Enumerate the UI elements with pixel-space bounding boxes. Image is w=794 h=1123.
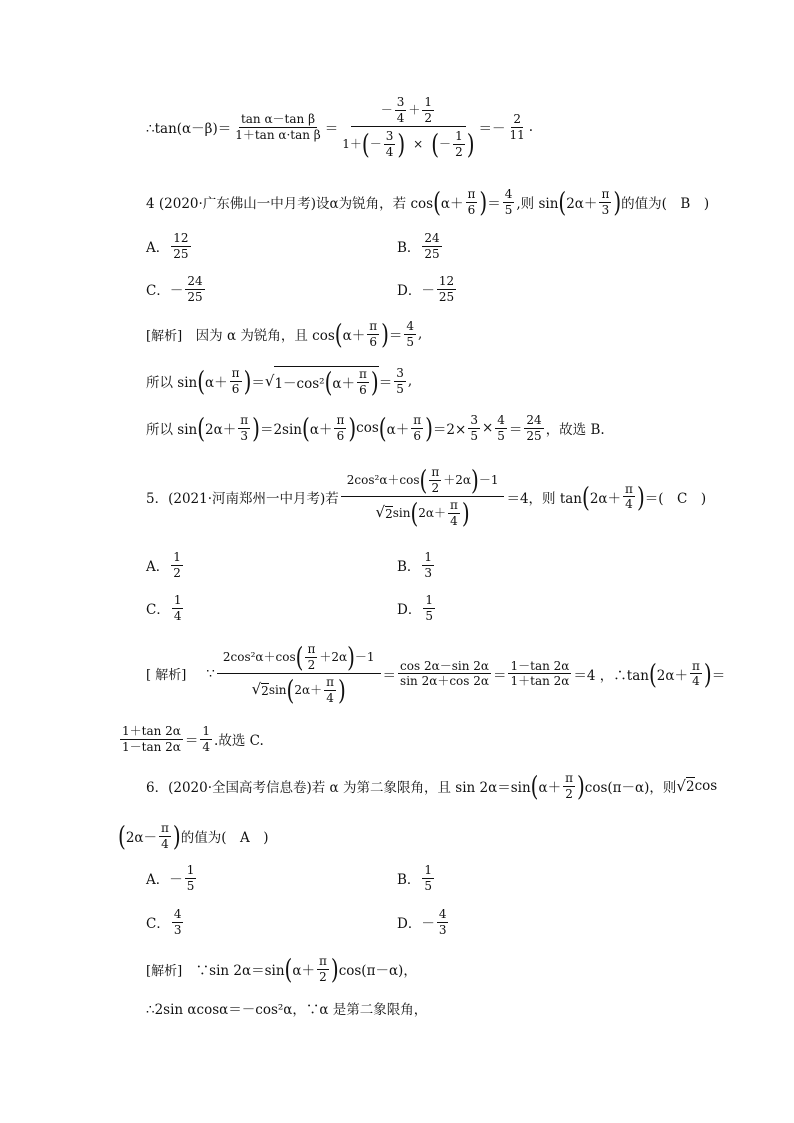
q4-stem: 4 (2020·广东佛山一中月考)设α为锐角，若 cos ( α＋ $\frac{\pi}{6}$ ) ＝ $\frac{4}{5}$ ,则 sin ( 2α＋ $\frac{\pi}{3}$ ) 的值为( B ) (146, 185, 710, 219)
q5-answer: ＝( C ) (644, 490, 707, 507)
q6-answer: 的值为( A ) (180, 830, 269, 847)
solution-tag: [解析] (146, 963, 183, 979)
tan-diff-result: $\frac{2}{11}$ (509, 112, 525, 142)
q4-answer: 的值为( B ) (621, 196, 710, 213)
q5-stem: 5．(2021·河南郑州一中月考)若 2cos²α＋cos ( $\frac{\pi}{2}$ ＋2α ) －1 √ 2 sin ( 2α＋ $\frac{\pi}{4}$ ) ＝4，则 tan ( 2α＋ $\frac{\pi}{4}$ ) ＝( C ) (146, 463, 707, 530)
q5-condition-fraction: 2cos²α＋cos ( $\frac{\pi}{2}$ ＋2α ) －1 √ 2 sin ( 2α＋ $\frac{\pi}{4}$ ) (341, 466, 505, 527)
q4-option-b: B． $\frac{24}{25}$ (397, 231, 440, 261)
q5-option-b: B． $\frac{1}{3}$ (397, 550, 433, 580)
solution-tag: [ 解析] (146, 668, 187, 684)
solution-tag: [解析] (146, 328, 183, 344)
tan-diff-line: ∴tan(α－β)＝ $\frac{\text{tan α－tan β}}{\text{1＋tan α·tan β}}$ ＝ － $\frac{3}{4}$ ＋ $\frac{1}{2}$ 1＋ ( － $\frac{3}{4}$ ) × ( － $\frac{1}{2}$ ) ＝－ $\frac{2}{11}$ . (146, 95, 534, 161)
tan-formula-fraction: $\frac{\text{tan α－tan β}}{\text{1＋tan α·tan β}}$ (235, 112, 321, 142)
q6-solution-line-2: ∴2sin αcosα＝－cos²α，∵α 是第二象限角， (146, 1002, 428, 1018)
q5-solution-line-1: [ 解析] ∵ 2cos²α＋cos ( $\frac{\pi}{2}$ ＋2α ) －1 √ 2 sin ( 2α＋ $\frac{\pi}{4}$ ) ＝ $\frac{\cos 2\alpha-\sin 2\alpha}{\sin 2\alpha+\cos 2\alpha}$ ＝ $\frac{1-\tan 2\alpha}{1+\tan 2\alpha}$ ＝4 ，∴tan ( 2α＋ $\frac{\pi}{4}$ ) ＝ (146, 640, 726, 707)
q5-option-c: C． $\frac{1}{4}$ (146, 593, 182, 623)
tan-diff-lead: ∴tan(α－β)＝ (146, 121, 232, 138)
q6-stem-line-2: ( 2α－ $\frac{\pi}{4}$ ) 的值为( A ) (118, 819, 269, 853)
q5-solution-line-2: $\frac{1+\tan 2\alpha}{1-\tan 2\alpha}$ ＝ $\frac{1}{4}$ .故选 C. (122, 724, 264, 754)
q5-option-d: D． $\frac{1}{5}$ (397, 593, 433, 623)
q4-option-c: C． － $\frac{24}{25}$ (146, 274, 203, 304)
q6-solution-line-1: [解析] ∵sin 2α＝sin ( α＋ $\frac{\pi}{2}$ ) cos(π－α)， (146, 952, 417, 986)
q6-option-d: D． － $\frac{4}{3}$ (397, 907, 447, 937)
q4-solution-line-3: 所以 sin ( 2α＋ $\frac{\pi}{3}$ ) ＝2sin ( α＋ $\frac{\pi}{6}$ ) cos ( α＋ $\frac{\pi}{6}$ ) ＝2× $\frac{3}{5}$ × $\frac{4}{5}$ ＝ $\frac{24}{25}$ ，故选 B. (146, 411, 605, 445)
q6-stem-line-1: 6．(2020·全国高考信息卷)若 α 为第二象限角，且 sin 2α＝sin ( α＋ $\frac{\pi}{2}$ ) cos(π－α)，则 √ 2 cos (146, 769, 718, 803)
sqrt-expression: 1－cos² ( α＋ $\frac{\pi}{6}$ ) (274, 365, 379, 399)
q6-option-a: A． － $\frac{1}{5}$ (146, 863, 195, 893)
q4-solution-line-2: 所以 sin ( α＋ $\frac{\pi}{6}$ ) ＝ √ 1－cos² ( α＋ $\frac{\pi}{6}$ ) ＝ $\frac{3}{5}$ , (146, 364, 413, 399)
tan-substituted-fraction: － $\frac{3}{4}$ ＋ $\frac{1}{2}$ 1＋ ( － $\frac{3}{4}$ ) × ( － $\frac{1}{2}$ ) (342, 95, 475, 161)
q6-option-c: C． $\frac{4}{3}$ (146, 907, 182, 937)
q4-solution-line-1: [解析] 因为 α 为锐角，且 cos ( α＋ $\frac{\pi}{6}$ ) ＝ $\frac{4}{5}$ , (146, 317, 423, 351)
q6-option-b: B． $\frac{1}{5}$ (397, 863, 433, 893)
q5-option-a: A． $\frac{1}{2}$ (146, 550, 181, 580)
q4-option-a: A． $\frac{12}{25}$ (146, 231, 189, 261)
q4-option-d: D． － $\frac{12}{25}$ (397, 274, 455, 304)
